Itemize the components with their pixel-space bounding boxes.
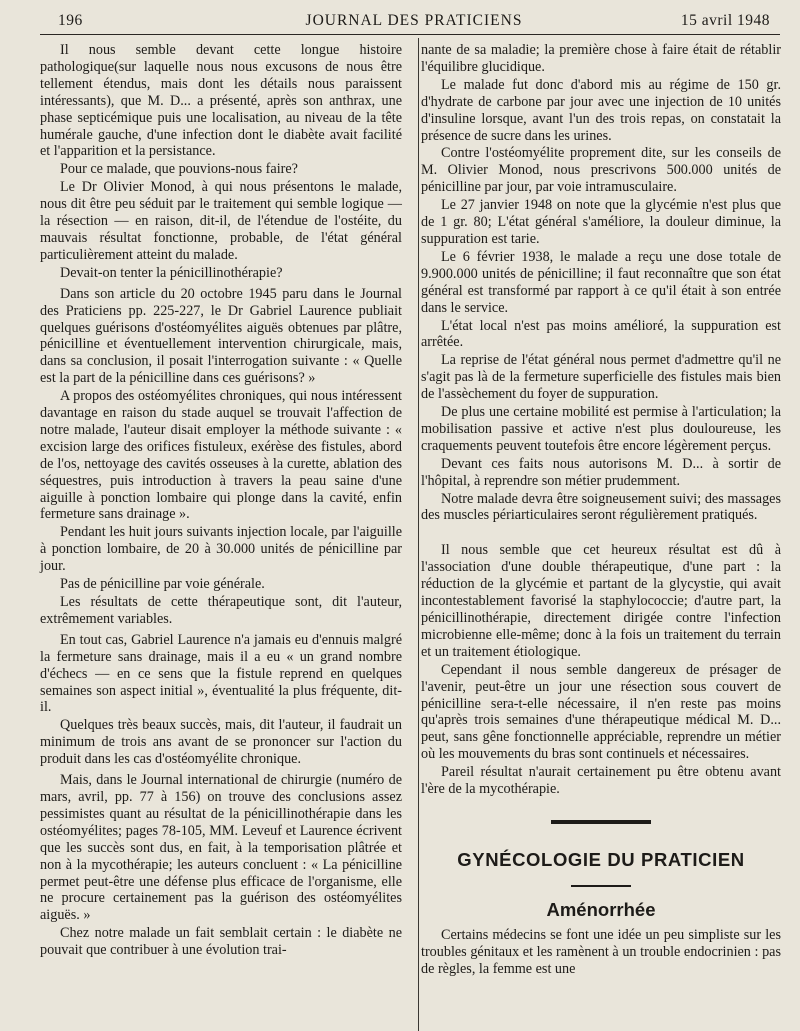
paragraph: En tout cas, Gabriel Laurence n'a jamais eu d'ennuis malgré la fermeture sans drainage, mais il a eu « un grand nombre d'échecs — en ce sens que la fistule reprend en quelques semaines son aspect initial », éventualité la plus fréquente, dit-il.: [40, 631, 402, 716]
paragraph: Chez notre malade un fait semblait certain : le diabète ne pouvait que contribuer à une évolution trai-: [40, 925, 402, 959]
paragraph: Quelques très beaux succès, mais, dit l'auteur, il faudrait un minimum de trois ans avant de se prononcer sur l'action du produit dans les cas d'ostéomyélite chronique.: [40, 717, 402, 768]
title-separator: [571, 885, 631, 887]
paragraph: De plus une certaine mobilité est permise à l'articulation; la mobilisation passive et active n'est plus douloureuse, les craquements peuvent toutefois être encore légèrement perçus.: [421, 404, 781, 454]
left-column: [40, 42, 402, 960]
paragraph: Pareil résultat n'aurait certainement pu être obtenu avant l'ère de la mycothérapie.: [421, 764, 781, 798]
header-rule: [40, 34, 780, 35]
paragraph: Le 27 janvier 1948 on note que la glycémie n'est plus que de 1 gr. 80; L'état général s'améliore, la douleur diminue, la suppuration est tarie.: [421, 197, 781, 247]
paragraph: La reprise de l'état général nous permet d'admettre qu'il ne s'agit pas là de la fermeture superficielle des fistules mais bien de l'assèchement du foyer de suppuration.: [421, 352, 781, 403]
paragraph: Il nous semble devant cette longue histoire pathologique(sur laquelle nous nous excusons de nous être tellement étendus, mais dont les détails nous paraissent intéressants), que M. D... a présenté, après son anthrax, une phase septicémique puis une localisation, au niveau de la tête humérale gauche, d'une infection dont le diabète avait facilité et l'apparition et la persistance.: [40, 42, 402, 160]
paragraph: Pendant les huit jours suivants injection locale, par l'aiguille à ponction lombaire, de 20 à 30.000 unités de pénicilline par jour.: [40, 524, 402, 575]
paragraph: Les résultats de cette thérapeutique sont, dit l'auteur, extrêmement variables.: [40, 594, 402, 627]
section-title: GYNÉCOLOGIE DU PRATICIEN: [457, 848, 745, 870]
paragraph: nante de sa maladie; la première chose à faire était de rétablir l'équilibre glucidique.: [421, 42, 781, 75]
page-header: [58, 8, 770, 34]
column-divider: [418, 38, 419, 1031]
journal-title: JOURNAL DES PRATICIENS: [305, 12, 523, 29]
paragraph: Pour ce malade, que pouvions-nous faire?: [60, 161, 298, 178]
paragraph: L'état local n'est pas moins amélioré, la suppuration est arrêtée.: [421, 317, 781, 351]
section-separator: [551, 820, 651, 824]
issue-date: 15 avril 1948: [680, 12, 770, 29]
paragraph: Dans son article du 20 octobre 1945 paru dans le Journal des Praticiens pp. 225-227, le Dr Gabriel Laurence publiait quelques guérisons d'ostéomyélites aiguës obtenues par plâtre, pénicilline et éventuellement intervention chirurgicale, mais, dans sa conclusion, il posait l'interrogation suivante : « Quelle est la part de la pénicilline dans ces guérisons? »: [40, 285, 402, 387]
paragraph: Le Dr Olivier Monod, à qui nous présentons le malade, nous dit être peu séduit par le traitement qui semble logique — la résection — en raison, dit-il, de l'étendue de l'ostéite, du mauvais résultat fonctionne, probable, de l'état général particulièrement atteint du malade.: [40, 179, 402, 263]
paragraph: Certains médecins se font une idée un peu simpliste sur les troubles génitaux et les ramènent à un trouble endocrinien : pas de règles, la femme est une: [421, 926, 781, 977]
paragraph: Mais, dans le Journal international de chirurgie (numéro de mars, avril, pp. 77 à 156) on trouve des conclusions assez pessimistes quant au résultat de la pénicillinothérapie dans les ostéomyélites; pages 78-105, MM. Leveuf et Laurence écrivent que les succès sont dus, en fait, à la temporisation plâtrée et non à la mycothérapie; les auteurs concluent : « La pénicilline permet peut-être une défense plus efficace de l'organisme, elle ne procure certainement pas la guérison des ostéomyélites aiguës. »: [40, 772, 402, 924]
paragraph: Le 6 février 1938, le malade a reçu une dose totale de 9.900.000 unités de pénicilline; il faut reconnaître que son état général est transformé par rapport à ce qu'il était à son entrée dans le service.: [421, 248, 781, 316]
paragraph: Devant ces faits nous autorisons M. D... à sortir de l'hôpital, à reprendre son métier prudemment.: [421, 455, 781, 489]
right-column: [421, 42, 781, 979]
paragraph: Devait-on tenter la pénicillinothérapie?: [60, 264, 283, 281]
paragraph: Le malade fut donc d'abord mis au régime de 150 gr. d'hydrate de carbone par jour avec une injection de 10 unités d'insuline lorsque, avant l'un des trois repas, on constatait la présence de sucre dans les urines.: [421, 76, 781, 144]
paragraph: Cependant il nous semble dangereux de présager de l'avenir, peut-être un jour une résection sous couvert de pénicilline sera-t-elle nécessaire, il n'en reste pas moins qu'après trois semaines d'une thérapeutique médical M. D... peut, sans gêne fonctionnelle appréciable, reprendre un métier où les mouvements du bras sont continuels et nécessaires.: [421, 661, 781, 763]
paragraph: Pas de pénicilline par voie générale.: [60, 576, 265, 593]
paragraph: Contre l'ostéomyélite proprement dite, sur les conseils de M. Olivier Monod, nous prescrivons 500.000 unités de pénicilline par jour, par voie intramusculaire.: [421, 145, 781, 196]
paragraph: A propos des ostéomyélites chroniques, qui nous intéressent davantage en raison du stade auquel se trouvait l'affection de notre malade, l'auteur disait employer la méthode suivante : « excision large des orifices fistuleux, exérèse des fistules, abord de l'os, nettoyage des cavités osseuses à la curette, ablation des séquestres, puis introduction à travers la peau saine d'une aiguille à ponction lombaire qui plonge dans la cavité, enfin fermeture sans drainage ».: [40, 388, 402, 523]
article-title: Aménorrhée: [546, 898, 656, 920]
paragraph: Il nous semble que cet heureux résultat est dû à l'association d'une double thérapeutique, d'une part : la réduction de la glycémie et partant de la glycystie, qui avait incontestablement favorisé la staphylococcie; d'autre part, la pénicillinothérapie, directement dirigée contre l'infection microbienne elle-même; donc à la fois un traitement du terrain et un traitement étiologique.: [421, 542, 781, 660]
page-number: 196: [58, 12, 83, 29]
paragraph: Notre malade devra être soigneusement suivi; des massages des muscles périarticulaires seront régulièrement pratiqués.: [421, 490, 781, 524]
